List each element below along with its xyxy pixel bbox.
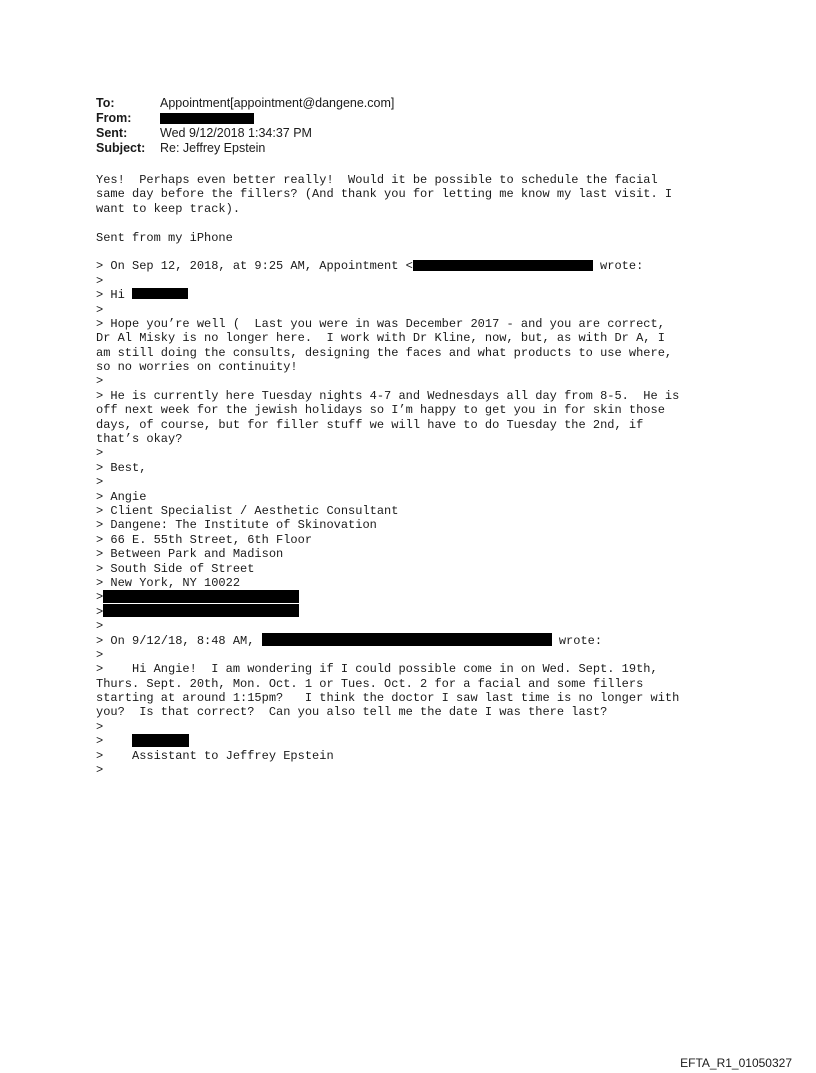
signature-address: > South Side of Street — [96, 561, 255, 576]
redaction-box — [103, 590, 299, 603]
quoted-line: > Hope you’re well ( Last you were in was December 2017 - and you are correct, — [96, 316, 665, 331]
from-label: From: — [96, 111, 132, 125]
quoted-line: days, of course, but for filler stuff we will have to do Tuesday the 2nd, if — [96, 417, 644, 432]
quoted-line: off next week for the jewish holidays so I’m happy to get you in for skin those — [96, 403, 665, 418]
quoted-line: > He is currently here Tuesday nights 4-7 and Wednesdays all day from 8-5. He is — [96, 388, 680, 403]
sent-label: Sent: — [96, 126, 128, 140]
signature-name: > Angie — [96, 489, 147, 504]
quote-header-prefix: > On Sep 12, 2018, at 9:25 AM, Appointment < — [96, 259, 413, 274]
reply-line: want to keep track). — [96, 201, 241, 216]
redaction-box — [132, 288, 188, 299]
greeting-line — [96, 288, 736, 302]
original-header-line — [96, 634, 736, 648]
redaction-box — [262, 633, 552, 646]
original-line: Thurs. Sept. 20th, Mon. Oct. 1 or Tues. Oct. 2 for a facial and some fillers — [96, 676, 644, 691]
sent-from-line: Sent from my iPhone — [96, 230, 233, 245]
redaction-box — [132, 734, 189, 747]
quote-marker: > — [96, 719, 104, 734]
quoted-line: am still doing the consults, designing the faces and what products to use where, — [96, 345, 673, 360]
reply-line: Yes! Perhaps even better really! Would it be possible to schedule the facial — [96, 173, 658, 187]
original-header-prefix: > On 9/12/18, 8:48 AM, — [96, 633, 262, 648]
quote-marker: > — [96, 619, 104, 634]
quote-marker: > — [96, 374, 104, 389]
signature-title: > Client Specialist / Aesthetic Consultant — [96, 503, 399, 518]
quoted-line: Dr Al Misky is no longer here. I work with Dr Kline, now, but, as with Dr A, I — [96, 331, 665, 346]
blank-line — [96, 245, 736, 259]
greeting-text: > Hi — [96, 288, 133, 303]
signature-address: > Between Park and Madison — [96, 547, 284, 562]
original-header-suffix: wrote: — [551, 633, 603, 648]
quote-marker: > — [96, 604, 104, 619]
quote-marker: > — [96, 302, 104, 317]
signature-company: > Dangene: The Institute of Skinovation — [96, 518, 377, 533]
document-id: EFTA_R1_01050327 — [680, 1056, 792, 1070]
signature-address: > 66 E. 55th Street, 6th Floor — [96, 532, 313, 547]
original-line: starting at around 1:15pm? I think the doctor I saw last time is no longer with — [96, 691, 680, 706]
quote-marker: > — [96, 475, 104, 490]
quoted-line: so no worries on continuity! — [96, 360, 298, 375]
from-value — [160, 111, 254, 126]
quote-marker: > — [96, 647, 104, 662]
quote-marker: > — [96, 763, 104, 778]
quote-header-suffix: wrote: — [592, 259, 644, 274]
sent-value: Wed 9/12/2018 1:34:37 PM — [160, 126, 312, 140]
email-body — [96, 173, 736, 777]
redaction-box — [413, 260, 593, 271]
original-line: you? Is that correct? Can you also tell me the date I was there last? — [96, 705, 608, 720]
closing-line: > Best, — [96, 460, 147, 475]
redacted-line — [96, 734, 736, 748]
signature-city: > New York, NY 10022 — [96, 575, 241, 590]
quote-marker: > — [96, 446, 104, 461]
blank-line — [96, 216, 736, 230]
to-value: Appointment[appointment@dangene.com] — [160, 96, 395, 110]
redacted-line — [96, 605, 736, 619]
assistant-line: > Assistant to Jeffrey Epstein — [96, 748, 334, 763]
redaction-box — [103, 604, 299, 617]
quoted-line: that’s okay? — [96, 432, 183, 447]
redaction-box — [160, 113, 254, 124]
subject-value: Re: Jeffrey Epstein — [160, 141, 266, 155]
subject-label: Subject: — [96, 141, 146, 155]
quote-header-line — [96, 259, 736, 273]
quote-marker: > — [96, 734, 133, 749]
redacted-line — [96, 590, 736, 604]
reply-line: same day before the fillers? (And thank you for letting me know my last visit. I — [96, 187, 673, 202]
quote-marker: > — [96, 590, 104, 605]
quote-marker: > — [96, 273, 104, 288]
to-label: To: — [96, 96, 115, 110]
original-line: > Hi Angie! I am wondering if I could possible come in on Wed. Sept. 19th, — [96, 662, 658, 677]
